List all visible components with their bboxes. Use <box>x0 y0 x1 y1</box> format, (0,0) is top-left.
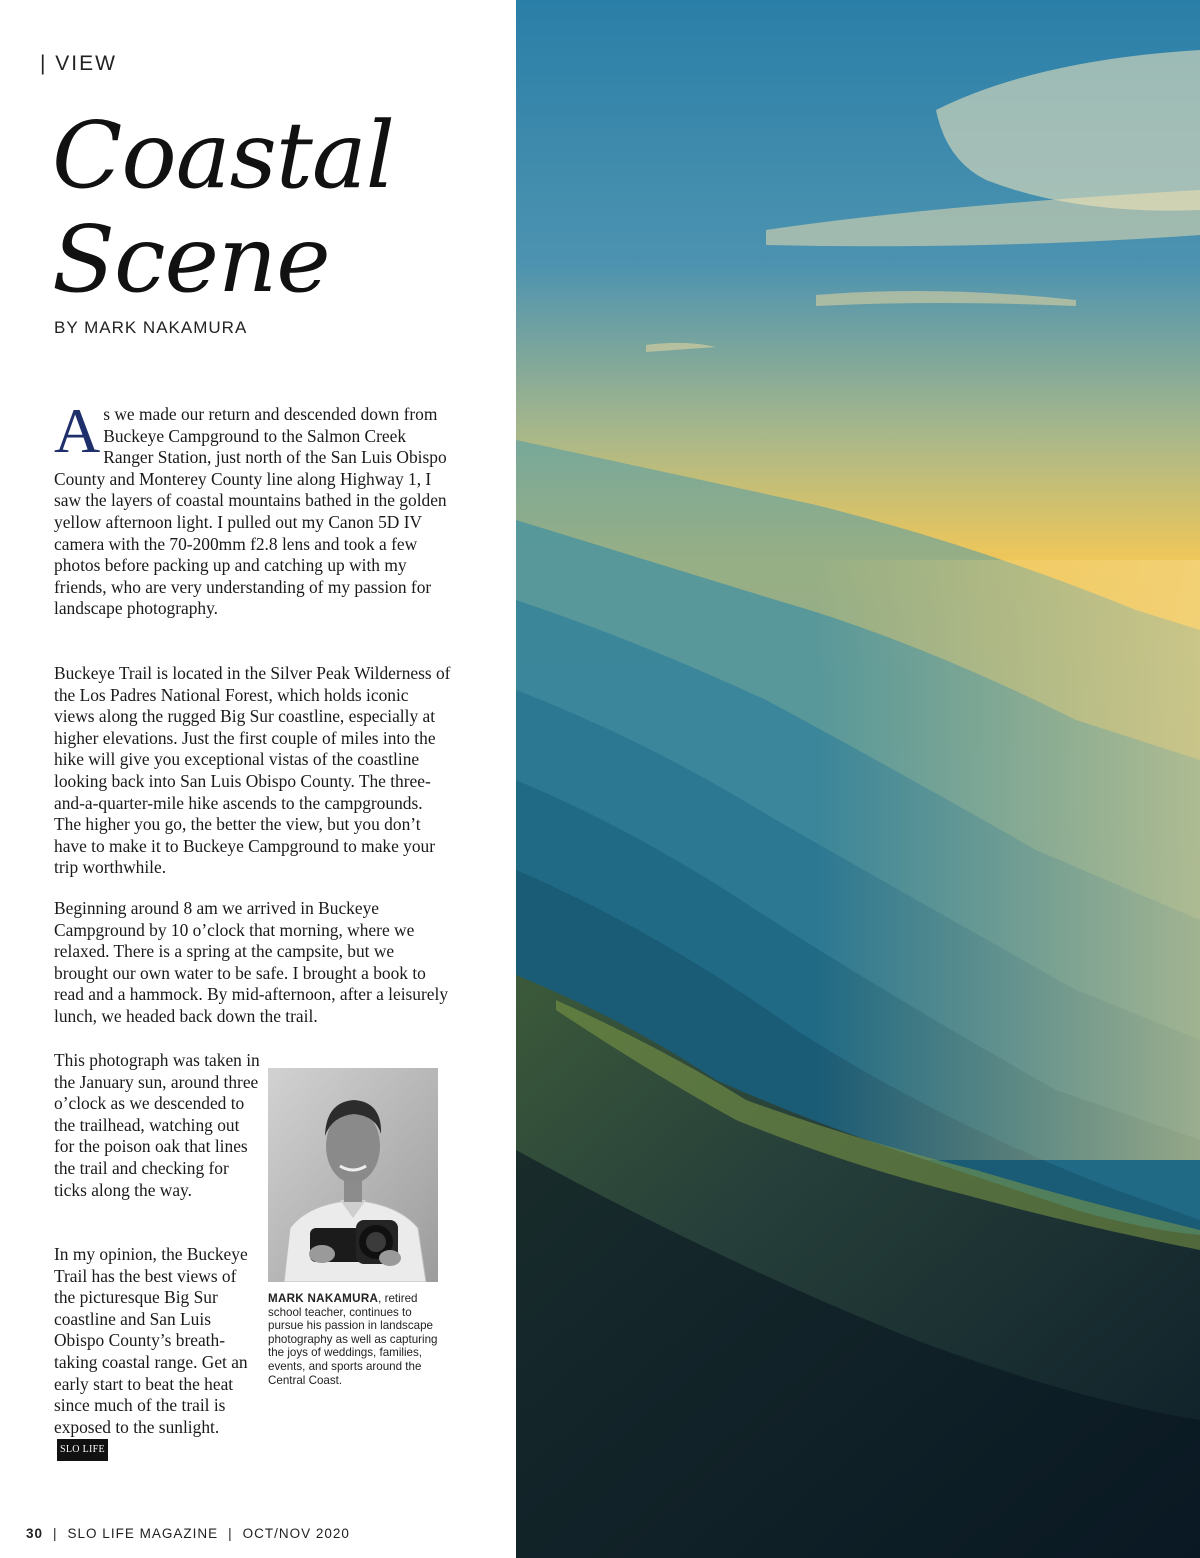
caption-bio: , retired school teacher, continues to pursue his passion in landscape photography as well as capturing the joys of weddings, families, events, and sports around the Central Coast. <box>268 1292 438 1387</box>
paragraph-5-text: In my opinion, the Buckeye Trail has the best views of the picturesque Big Sur coastline and San Luis Obispo County’s breath-taking coastal range. Get an early start to beat the heat since much of the trail is exposed to the sunlight. <box>54 1244 248 1437</box>
author-caption <box>268 1292 444 1387</box>
title-line-2: Scene <box>52 206 330 313</box>
publication-name: SLO LIFE MAGAZINE <box>67 1526 219 1541</box>
paragraph-2 <box>54 663 452 879</box>
article-column <box>0 0 516 1558</box>
issue-date: OCT/NOV 2020 <box>242 1526 350 1541</box>
page-footer <box>26 1526 350 1541</box>
end-mark: SLO LIFE <box>57 1439 108 1461</box>
paragraph-3 <box>54 898 452 1028</box>
author-photo <box>268 1068 438 1282</box>
footer-separator: | <box>53 1526 58 1541</box>
paragraph-2-text: Buckeye Trail is located in the Silver Peak Wilderness of the Los Padres National Forest, which holds iconic views along the rugged Big Sur coastline, especially at higher elevations. Just the first couple of miles into the hike will give you exceptional vistas of the coastline looking back into San Luis Obispo County. The three-and-a-quarter-mile hike ascends to the campgrounds. The higher you go, the better the view, but you don’t have to make it to Buckeye Campground to make your trip worthwhile. <box>54 663 451 878</box>
footer-separator: | <box>228 1526 233 1541</box>
paragraph-3-text: Beginning around 8 am we arrived in Buckeye Campground by 10 o’clock that morning, where we relaxed. There is a spring at the campsite, but we brought our own water to be safe. I brought a book to read and a hammock. By mid-afternoon, after a leisurely lunch, we headed back down the trail. <box>54 898 449 1026</box>
hero-landscape-photo <box>516 0 1200 1558</box>
page-number: 30 <box>26 1526 44 1541</box>
paragraph-4 <box>54 1050 260 1201</box>
byline: BY MARK NAKAMURA <box>54 318 248 337</box>
paragraph-4-text: This photograph was taken in the January sun, around three o’clock as we descended to the trailhead, watching out for the poison oak that lines the trail and checking for ticks along the way. <box>54 1050 260 1200</box>
title-line-1: Coastal <box>52 102 395 209</box>
paragraph-5 <box>54 1244 260 1461</box>
paragraph-1 <box>54 395 452 620</box>
drop-cap: A <box>54 395 101 466</box>
section-label: | VIEW <box>40 52 117 75</box>
caption-author-name: MARK NAKAMURA <box>268 1292 379 1305</box>
paragraph-1-text: s we made our return and descended down from Buckeye Campground to the Salmon Creek Ranger Station, just north of the San Luis Obispo County and Monterey County line along Highway 1, I saw the layers of coastal mountains bathed in the golden yellow afternoon light. I pulled out my Canon 5D IV camera with the 70-200mm f2.8 lens and took a few photos before packing up and catching up with my friends, who are very understanding of my passion for landscape photography. <box>54 404 447 619</box>
article-title <box>52 104 394 312</box>
